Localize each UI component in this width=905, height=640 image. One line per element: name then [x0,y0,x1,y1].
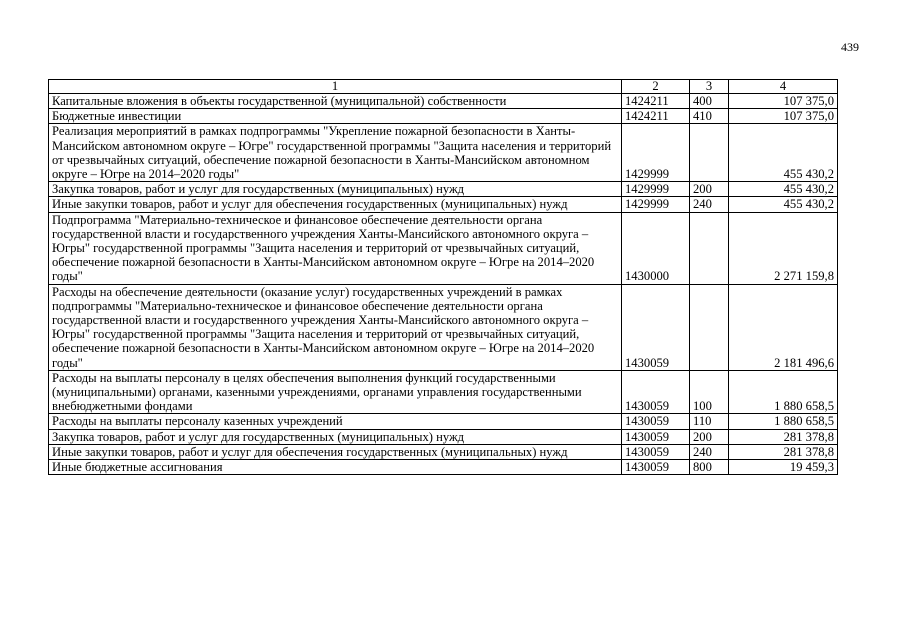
row-name: Расходы на обеспечение деятельности (оказание услуг) государственных учреждений в рамках подпрограммы "Материально-техническое и финансовое обеспечение деятельности органа государственной власти и государственного учреждения Ханты-Мансийского автономного округа – Югры" государственной программы "Защита населения и территорий от чрезвычайных ситуаций, обеспечение пожарной безопасности в Ханты-Мансийском автономном округе – Югре на 2014–2020 годы" [49,284,622,370]
row-name: Иные закупки товаров, работ и услуг для обеспечения государственных (муниципальных) нужд [49,444,622,459]
budget-table [48,79,838,475]
row-amount: 281 378,8 [729,444,838,459]
row-target-code: 1430059 [622,284,690,370]
row-amount: 455 430,2 [729,197,838,212]
row-name: Капитальные вложения в объекты государственной (муниципальной) собственности [49,94,622,109]
row-name: Реализация мероприятий в рамках подпрограммы "Укрепление пожарной безопасности в Ханты-Мансийском автономном округе – Югре" государственной программы "Защита населения и территорий от чрезвычайных ситуаций, обеспечение пожарной безопасности в Ханты-Мансийском автономном округе – Югре на 2014–2020 годы" [49,124,622,182]
table-row [49,460,838,475]
row-amount: 2 271 159,8 [729,212,838,284]
row-expense-type [690,212,729,284]
row-amount: 1 880 658,5 [729,370,838,414]
row-target-code: 1424211 [622,109,690,124]
row-target-code: 1430059 [622,414,690,429]
row-expense-type: 240 [690,197,729,212]
table-row [49,444,838,459]
row-expense-type: 240 [690,444,729,459]
row-amount: 107 375,0 [729,94,838,109]
row-name: Бюджетные инвестиции [49,109,622,124]
row-target-code: 1424211 [622,94,690,109]
row-expense-type: 200 [690,429,729,444]
column-header-1: 1 [49,80,622,94]
row-amount: 455 430,2 [729,182,838,197]
row-expense-type: 110 [690,414,729,429]
table-row [49,124,838,182]
table-row [49,284,838,370]
row-target-code: 1429999 [622,197,690,212]
column-header-4: 4 [729,80,838,94]
row-target-code: 1430059 [622,444,690,459]
row-target-code: 1430059 [622,460,690,475]
row-expense-type: 410 [690,109,729,124]
row-target-code: 1430000 [622,212,690,284]
table-row [49,182,838,197]
table-header-row [49,80,838,94]
row-amount: 1 880 658,5 [729,414,838,429]
row-target-code: 1429999 [622,182,690,197]
row-name: Расходы на выплаты персоналу казенных учреждений [49,414,622,429]
row-expense-type [690,124,729,182]
row-amount: 2 181 496,6 [729,284,838,370]
page-number: 439 [841,40,859,54]
row-name: Подпрограмма "Материально-техническое и финансовое обеспечение деятельности органа государственной власти и государственного учреждения Ханты-Мансийского автономного округа – Югры" государственной программы "Защита населения и территорий от чрезвычайных ситуаций, обеспечение пожарной безопасности в Ханты-Мансийском автономном округе – Югре на 2014–2020 годы" [49,212,622,284]
table-row [49,414,838,429]
row-amount: 107 375,0 [729,109,838,124]
table-row [49,370,838,414]
row-amount: 281 378,8 [729,429,838,444]
row-target-code: 1429999 [622,124,690,182]
row-target-code: 1430059 [622,370,690,414]
row-name: Закупка товаров, работ и услуг для государственных (муниципальных) нужд [49,182,622,197]
row-expense-type: 200 [690,182,729,197]
row-expense-type: 100 [690,370,729,414]
table-row [49,429,838,444]
row-name: Иные закупки товаров, работ и услуг для обеспечения государственных (муниципальных) нужд [49,197,622,212]
row-name: Закупка товаров, работ и услуг для государственных (муниципальных) нужд [49,429,622,444]
table-row [49,197,838,212]
row-expense-type [690,284,729,370]
row-name: Расходы на выплаты персоналу в целях обеспечения выполнения функций государственными (муниципальными) органами, казенными учреждениями, органами управления государственными внебюджетными фондами [49,370,622,414]
row-amount: 455 430,2 [729,124,838,182]
table-row [49,109,838,124]
column-header-3: 3 [690,80,729,94]
column-header-2: 2 [622,80,690,94]
table-row [49,94,838,109]
table-row [49,212,838,284]
row-name: Иные бюджетные ассигнования [49,460,622,475]
row-expense-type: 800 [690,460,729,475]
row-amount: 19 459,3 [729,460,838,475]
row-expense-type: 400 [690,94,729,109]
row-target-code: 1430059 [622,429,690,444]
